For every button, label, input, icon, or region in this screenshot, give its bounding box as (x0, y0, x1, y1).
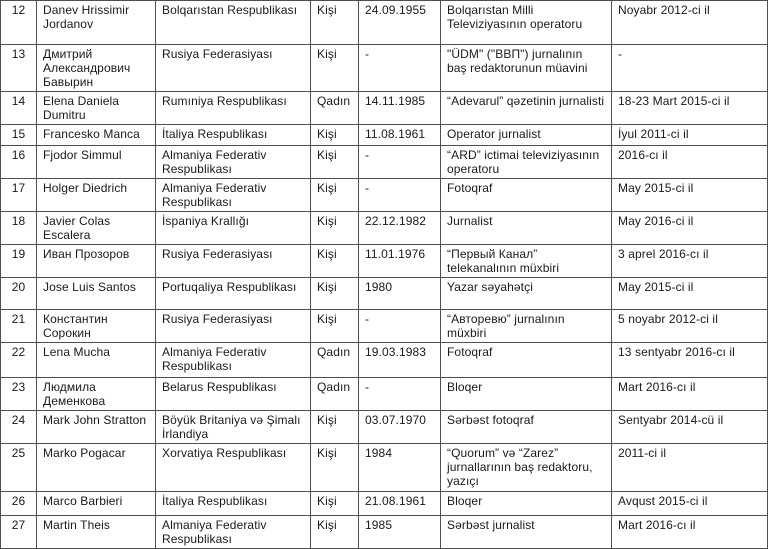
cell-period: May 2015-ci il (612, 278, 768, 310)
cell-occupation: Fotoqraf (441, 343, 612, 378)
cell-country: İspaniya Krallığı (156, 212, 311, 245)
cell-birth-date: 1985 (359, 516, 441, 549)
cell-name: Fjodor Simmul (37, 146, 156, 179)
table-row (1, 492, 768, 516)
cell-period: May 2015-ci il (612, 179, 768, 212)
cell-birth-date: - (359, 146, 441, 179)
cell-no: 19 (1, 245, 37, 278)
cell-period: 3 aprel 2016-cı il (612, 245, 768, 278)
cell-birth-date: - (359, 179, 441, 212)
cell-country: Rusiya Federasiyası (156, 245, 311, 278)
cell-period: Mart 2016-cı il (612, 516, 768, 549)
cell-name: Mark John Stratton (37, 411, 156, 444)
cell-name: Danev Hrissimir Jordanov (37, 1, 156, 45)
cell-no: 13 (1, 45, 37, 92)
cell-gender: Kişi (311, 278, 359, 310)
cell-occupation: “Quorum” və “Zarez” jurnallarının baş redaktoru, yazıçı (441, 444, 612, 492)
cell-period: Mart 2016-cı il (612, 378, 768, 411)
table-row (1, 278, 768, 310)
table-row (1, 378, 768, 411)
table-row (1, 146, 768, 179)
cell-country: Almaniya Federativ Respublikası (156, 343, 311, 378)
cell-period: May 2016-ci il (612, 212, 768, 245)
cell-no: 18 (1, 212, 37, 245)
table-body (1, 1, 768, 549)
cell-birth-date: 03.07.1970 (359, 411, 441, 444)
cell-name: Людмила Деменкова (37, 378, 156, 411)
cell-name: Иван Прозоров (37, 245, 156, 278)
cell-no: 20 (1, 278, 37, 310)
cell-period: 2011-ci il (612, 444, 768, 492)
cell-country: Almaniya Federativ Respublikası (156, 179, 311, 212)
cell-gender: Kişi (311, 245, 359, 278)
cell-no: 27 (1, 516, 37, 549)
cell-name: Marco Barbieri (37, 492, 156, 516)
cell-no: 23 (1, 378, 37, 411)
cell-occupation: Bloqer (441, 492, 612, 516)
cell-country: Böyük Britaniya və Şimalı İrlandiya (156, 411, 311, 444)
cell-gender: Kişi (311, 179, 359, 212)
table-row (1, 411, 768, 444)
cell-birth-date: - (359, 45, 441, 92)
cell-birth-date: 21.08.1961 (359, 492, 441, 516)
table-row (1, 212, 768, 245)
cell-birth-date: - (359, 378, 441, 411)
cell-name: Marko Pogacar (37, 444, 156, 492)
cell-gender: Kişi (311, 125, 359, 146)
cell-no: 14 (1, 92, 37, 125)
cell-birth-date: 24.09.1955 (359, 1, 441, 45)
cell-no: 16 (1, 146, 37, 179)
cell-occupation: Fotoqraf (441, 179, 612, 212)
cell-birth-date: 1984 (359, 444, 441, 492)
cell-no: 26 (1, 492, 37, 516)
table-row (1, 343, 768, 378)
cell-gender: Kişi (311, 310, 359, 343)
table-row (1, 245, 768, 278)
cell-period: Sentyabr 2014-cü il (612, 411, 768, 444)
table-row (1, 45, 768, 92)
cell-no: 25 (1, 444, 37, 492)
cell-gender: Qadın (311, 92, 359, 125)
cell-occupation: Operator jurnalist (441, 125, 612, 146)
cell-name: Константин Сорокин (37, 310, 156, 343)
cell-occupation: “ARD” ictimai televiziyasının operatoru (441, 146, 612, 179)
cell-occupation: Yazar səyahətçi (441, 278, 612, 310)
cell-country: İtaliya Respublikası (156, 125, 311, 146)
cell-country: Belarus Respublikası (156, 378, 311, 411)
cell-gender: Kişi (311, 1, 359, 45)
cell-birth-date: 14.11.1985 (359, 92, 441, 125)
cell-occupation: Bloqer (441, 378, 612, 411)
cell-gender: Kişi (311, 411, 359, 444)
cell-period: 2016-cı il (612, 146, 768, 179)
cell-occupation: “Adevarul” qəzetinin jurnalisti (441, 92, 612, 125)
cell-period: 13 sentyabr 2016-cı il (612, 343, 768, 378)
cell-no: 17 (1, 179, 37, 212)
cell-period: 5 noyabr 2012-ci il (612, 310, 768, 343)
table-row (1, 92, 768, 125)
cell-gender: Kişi (311, 212, 359, 245)
cell-period: İyul 2011-ci il (612, 125, 768, 146)
cell-occupation: “Первый Канал” telekanalının müxbiri (441, 245, 612, 278)
cell-gender: Qadın (311, 378, 359, 411)
table-row (1, 1, 768, 45)
cell-period: 18-23 Mart 2015-ci il (612, 92, 768, 125)
cell-birth-date: 19.03.1983 (359, 343, 441, 378)
cell-name: Jose Luis Santos (37, 278, 156, 310)
cell-country: Rusiya Federasiyası (156, 45, 311, 92)
cell-country: Almaniya Federativ Respublikası (156, 146, 311, 179)
table-row (1, 125, 768, 146)
cell-country: Xorvatiya Respublikası (156, 444, 311, 492)
cell-occupation: “Авторевю” jurnalının müxbiri (441, 310, 612, 343)
cell-gender: Kişi (311, 492, 359, 516)
cell-gender: Kişi (311, 444, 359, 492)
cell-gender: Kişi (311, 146, 359, 179)
table-row (1, 179, 768, 212)
cell-gender: Kişi (311, 516, 359, 549)
cell-name: Дмитрий Александрович Бавырин (37, 45, 156, 92)
cell-country: Rumıniya Respublikası (156, 92, 311, 125)
cell-birth-date: - (359, 310, 441, 343)
cell-occupation: "ÜDM" ("ВВП") jurnalının baş redaktorunun müavini (441, 45, 612, 92)
cell-birth-date: 11.08.1961 (359, 125, 441, 146)
cell-country: İtaliya Respublikası (156, 492, 311, 516)
cell-occupation: Sərbəst fotoqraf (441, 411, 612, 444)
cell-birth-date: 1980 (359, 278, 441, 310)
cell-occupation: Sərbəst jurnalist (441, 516, 612, 549)
cell-occupation: Jurnalist (441, 212, 612, 245)
table-row (1, 516, 768, 549)
cell-occupation: Bolqarıstan Milli Televiziyasının operatoru (441, 1, 612, 45)
cell-no: 21 (1, 310, 37, 343)
cell-period: Avqust 2015-ci il (612, 492, 768, 516)
cell-no: 22 (1, 343, 37, 378)
cell-period: - (612, 45, 768, 92)
cell-country: Almaniya Federativ Respublikası (156, 516, 311, 549)
cell-gender: Qadın (311, 343, 359, 378)
cell-name: Lena Mucha (37, 343, 156, 378)
cell-country: Portuqaliya Respublikası (156, 278, 311, 310)
cell-no: 12 (1, 1, 37, 45)
cell-name: Holger Diedrich (37, 179, 156, 212)
cell-name: Martin Theis (37, 516, 156, 549)
cell-country: Bolqarıstan Respublikası (156, 1, 311, 45)
cell-birth-date: 11.01.1976 (359, 245, 441, 278)
cell-name: Elena Daniela Dumitru (37, 92, 156, 125)
cell-name: Francesko Manca (37, 125, 156, 146)
cell-country: Rusiya Federasiyası (156, 310, 311, 343)
cell-birth-date: 22.12.1982 (359, 212, 441, 245)
cell-no: 24 (1, 411, 37, 444)
cell-period: Noyabr 2012-ci il (612, 1, 768, 45)
cell-no: 15 (1, 125, 37, 146)
table-row (1, 444, 768, 492)
cell-gender: Kişi (311, 45, 359, 92)
cell-name: Javier Colas Escalera (37, 212, 156, 245)
table-row (1, 310, 768, 343)
